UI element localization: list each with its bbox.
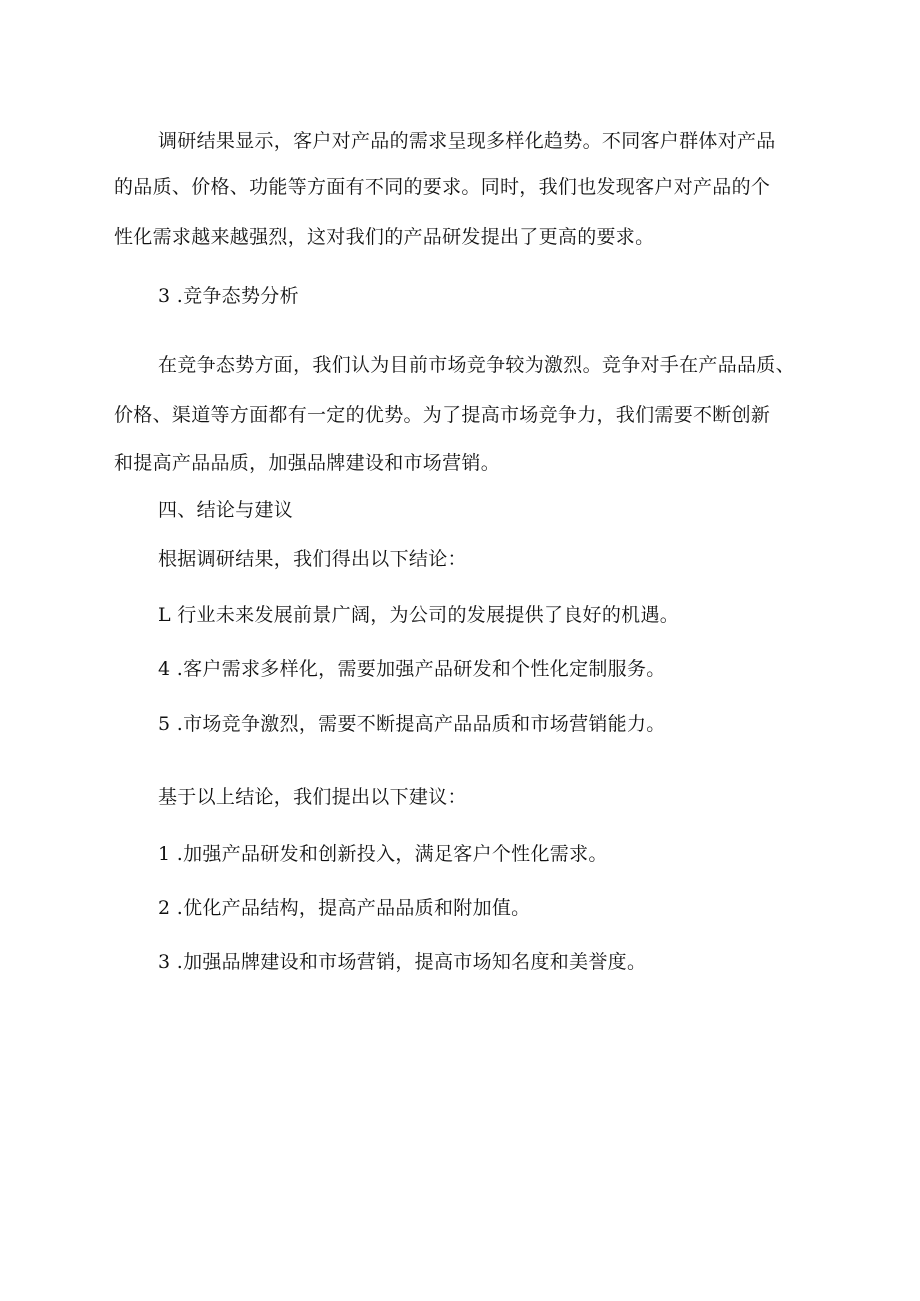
paragraph-competition-line-3: 和提高产品品质，加强品牌建设和市场营销。 xyxy=(114,452,501,474)
conclusion-item-3: 5 .市场竞争激烈，需要不断提高产品品质和市场营销能力。 xyxy=(158,713,666,735)
paragraph-customer-needs-line-3: 性化需求越来越强烈，这对我们的产品研发提出了更高的要求。 xyxy=(114,226,655,248)
conclusion-intro: 根据调研结果，我们得出以下结论： xyxy=(158,548,467,570)
suggestion-item-2: 2 .优化产品结构，提高产品品质和附加值。 xyxy=(158,897,531,919)
paragraph-competition-line-2: 价格、渠道等方面都有一定的优势。为了提高市场竞争力，我们需要不断创新 xyxy=(114,404,771,426)
section-heading-conclusion: 四、结论与建议 xyxy=(158,499,294,521)
paragraph-customer-needs-line-2: 的品质、价格、功能等方面有不同的要求。同时，我们也发现客户对产品的个 xyxy=(114,176,771,198)
suggestion-intro: 基于以上结论，我们提出以下建议： xyxy=(158,786,467,808)
paragraph-competition-line-1: 在竞争态势方面，我们认为目前市场竞争较为激烈。竞争对手在产品品质、 xyxy=(158,354,795,376)
conclusion-item-1: L 行业未来发展前景广阔，为公司的发展提供了良好的机遇。 xyxy=(158,604,680,626)
suggestion-item-3: 3 .加强品牌建设和市场营销，提高市场知名度和美誉度。 xyxy=(158,951,647,973)
section-heading-competition: 3 .竞争态势分析 xyxy=(158,285,299,307)
suggestion-item-1: 1 .加强产品研发和创新投入，满足客户个性化需求。 xyxy=(158,843,608,865)
conclusion-item-2: 4 .客户需求多样化，需要加强产品研发和个性化定制服务。 xyxy=(158,658,666,680)
paragraph-customer-needs-line-1: 调研结果显示，客户对产品的需求呈现多样化趋势。不同客户群体对产品 xyxy=(158,130,776,152)
